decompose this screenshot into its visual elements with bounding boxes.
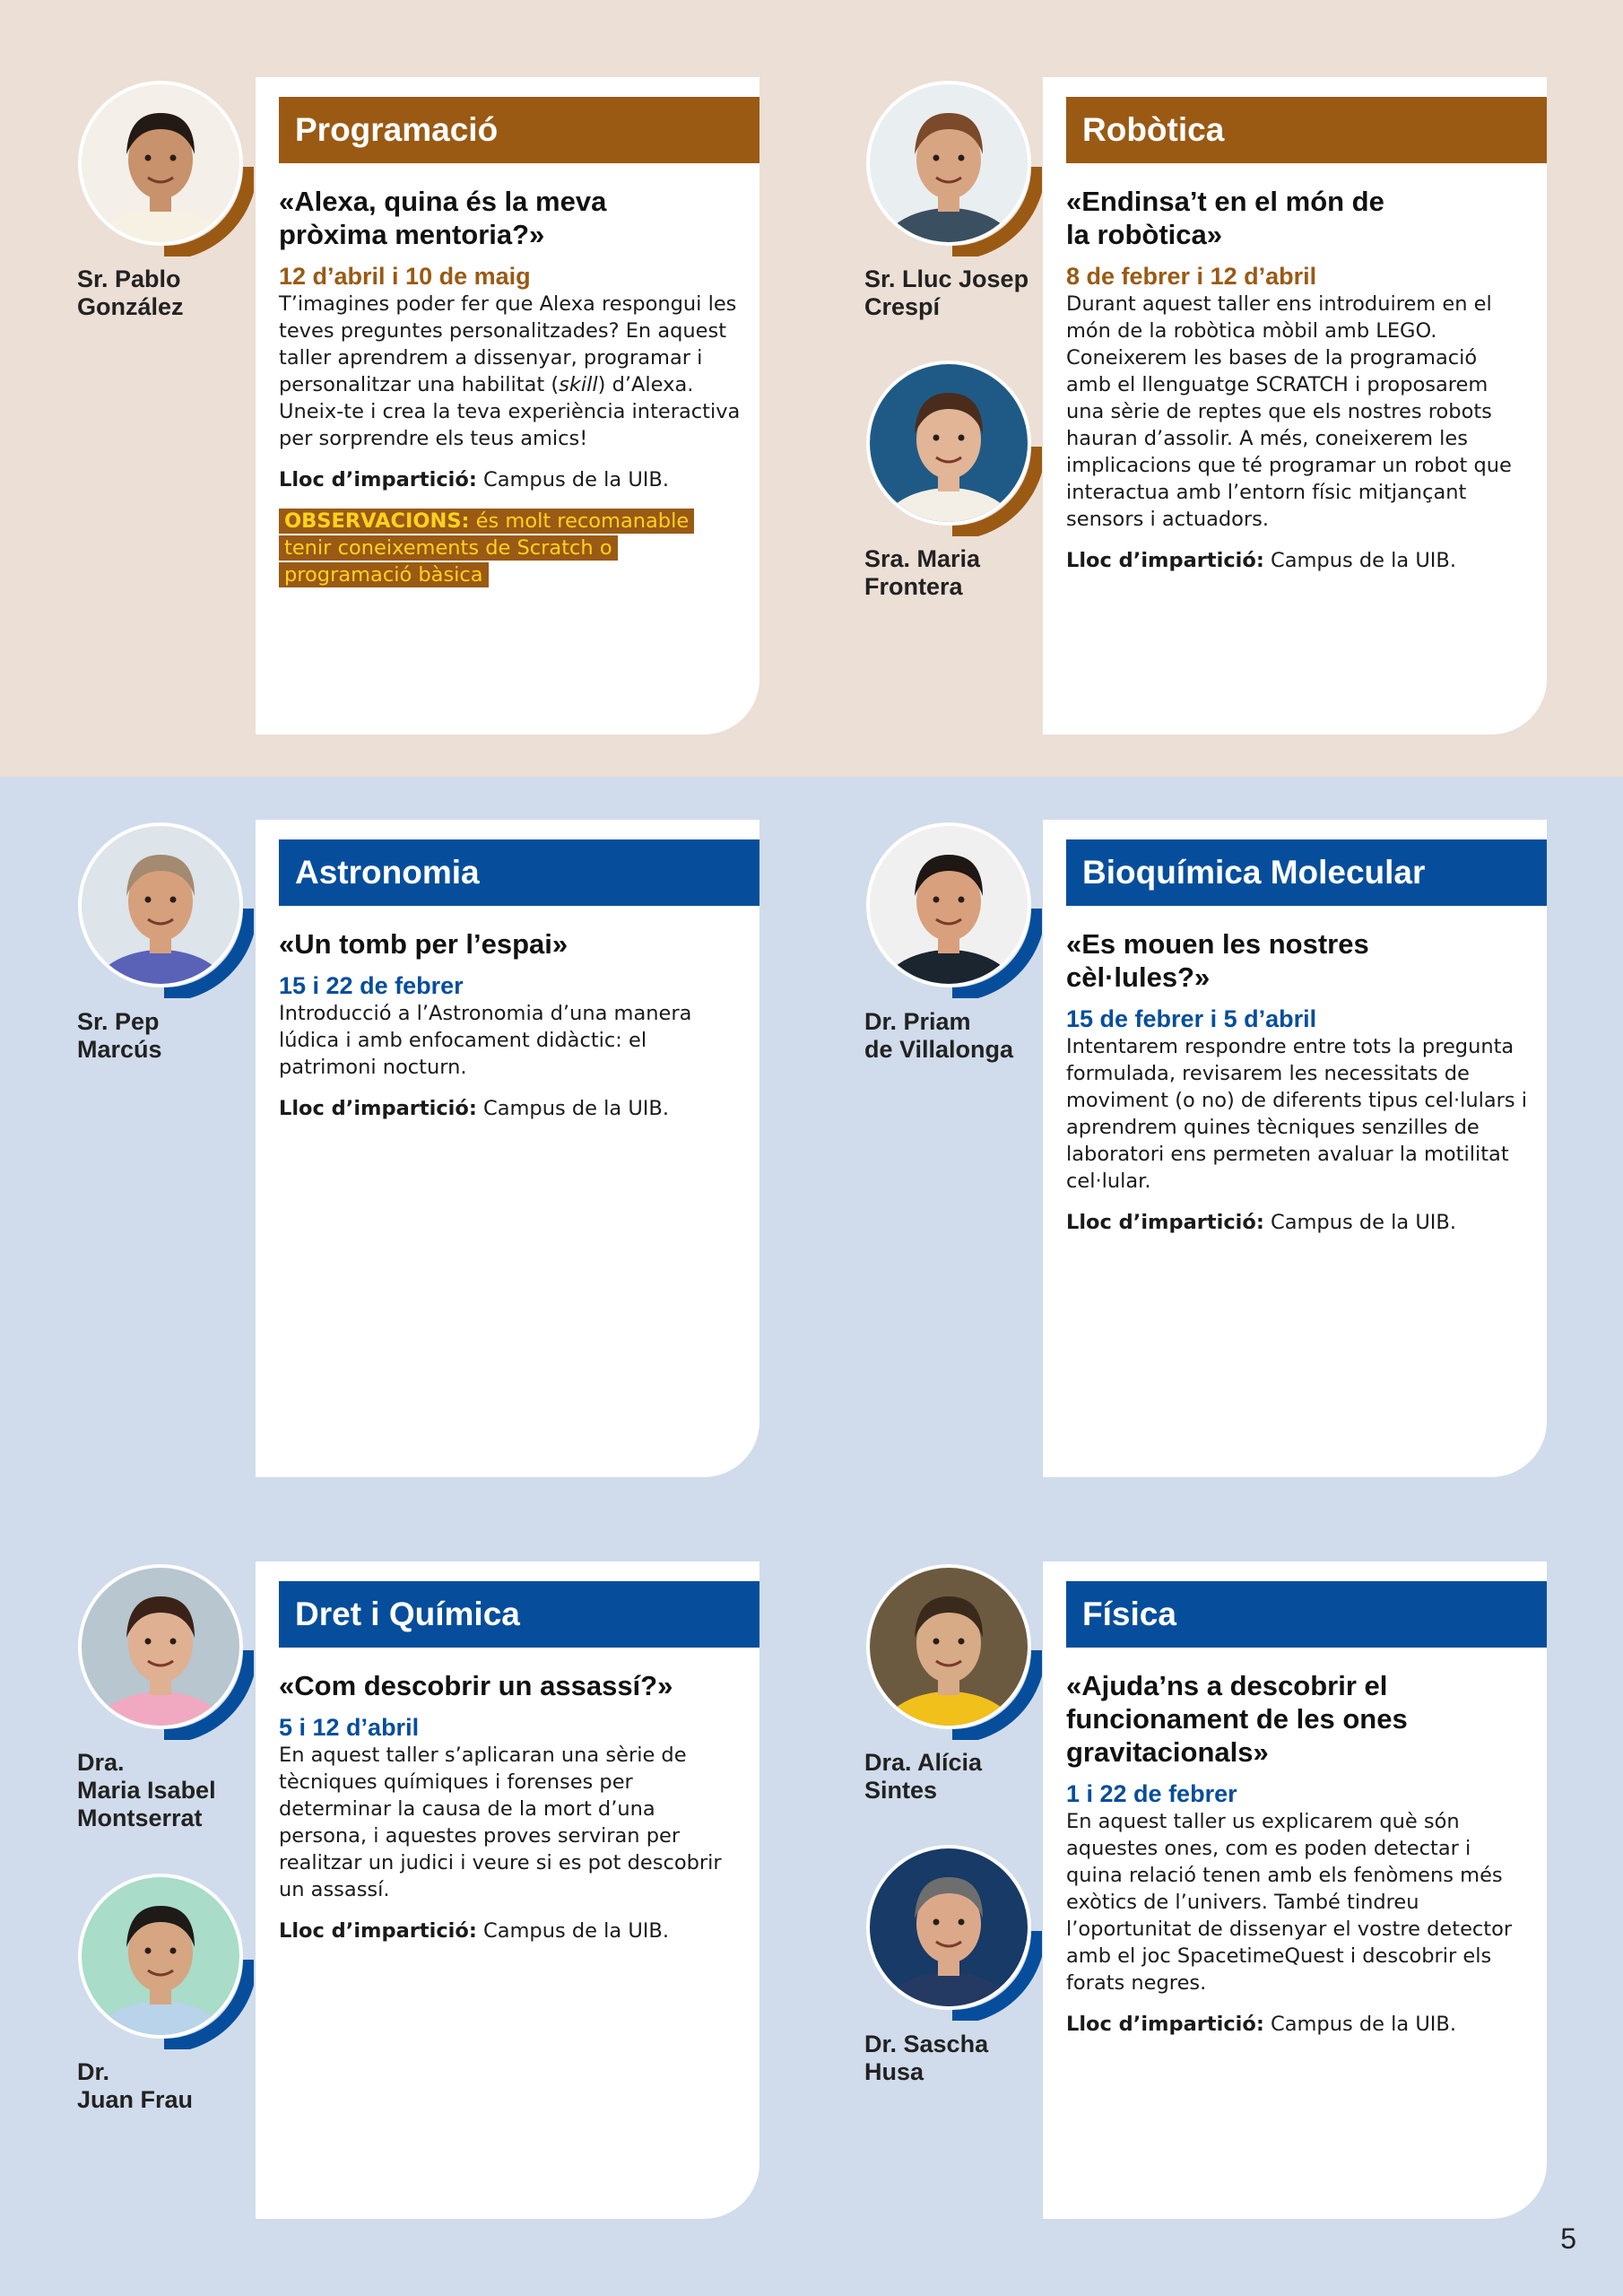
workshop-title: «Com descobrir un assassí?»: [279, 1670, 673, 1701]
avatar: [74, 1870, 254, 2049]
workshop-description: T’imagines poder fer que Alexa respongui les teves preguntes personalitzades? En aquest taller aprendrem a dissenyar, programar i personalitzar una habilitat (skill) d’Alexa. Uneix-te i crea la teva experiència interactiva per sorprendre els teus amics!: [279, 292, 741, 450]
workshop-dates: 15 i 22 de febrer: [279, 972, 464, 999]
category-header: Robòtica: [1066, 97, 1547, 163]
presenter-name: Sr. Pablo González: [77, 265, 184, 320]
category-header: Física: [1066, 1581, 1547, 1648]
workshop-title: «Alexa, quina és la meva pròxima mentoria?»: [279, 186, 607, 250]
portrait-icon: [863, 357, 1042, 536]
portrait-icon: [863, 1841, 1042, 2021]
presenter-name: Dra. Alícia Sintes: [864, 1749, 983, 1804]
workshop-description: En aquest taller us explicarem què són aquestes ones, com es poden detectar i quina relació tenen amb els fenòmens més exòtics de l’univers. També tindreu l’oportunitat de dissenyar el vostre detector amb el joc SpacetimeQuest i descobrir els forats negres.: [1066, 1810, 1513, 1995]
workshop-description: Durant aquest taller ens introduirem en el món de la robòtica mòbil amb LEGO. Coneixerem les bases de la programació amb el llenguatge SCRATCH i proposarem una sèrie de reptes que els nostres robots hauran d’assolir. A més, coneixerem les implicacions que té programar un robot que interactua amb l’entorn físic mitjançant sensors i actuadors.: [1066, 292, 1512, 531]
workshop-card-programacio: [256, 77, 759, 735]
avatar: [863, 357, 1042, 536]
portrait-icon: [74, 77, 254, 257]
workshop-description: Introducció a l’Astronomia d’una manera lúdica i amb enfocament didàctic: el patrimoni nocturn.: [279, 1002, 692, 1079]
observations-note: OBSERVACIONS: és molt recomanable tenir coneixements de Scratch o programació bàsica: [279, 508, 700, 588]
workshop-location: Lloc d’impartició: Campus de la UIB.: [279, 1919, 670, 1943]
avatar: [863, 77, 1042, 257]
category-header: Programació: [279, 97, 759, 163]
category-header: Astronomia: [279, 839, 759, 906]
portrait-icon: [863, 819, 1042, 998]
presenter-name: Sr. Pep Marcús: [77, 1008, 162, 1063]
portrait-icon: [863, 77, 1042, 257]
portrait-icon: [74, 819, 254, 998]
avatar: [74, 77, 254, 257]
workshop-card-astronomia: [256, 820, 759, 1477]
workshop-dates: 1 i 22 de febrer: [1066, 1780, 1237, 1807]
page-number: 5: [1560, 2222, 1576, 2255]
workshop-location: Lloc d’impartició: Campus de la UIB.: [1066, 549, 1457, 572]
avatar: [863, 819, 1042, 998]
workshop-location: Lloc d’impartició: Campus de la UIB.: [279, 468, 670, 491]
workshop-title: «Un tomb per l’espai»: [279, 928, 568, 960]
avatar: [74, 819, 254, 998]
workshop-location: Lloc d’impartició: Campus de la UIB.: [1066, 2013, 1457, 2036]
workshop-card-fisica: [1043, 1561, 1547, 2219]
category-header: Dret i Química: [279, 1581, 759, 1648]
workshop-dates: 12 d’abril i 10 de maig: [279, 263, 531, 290]
presenter-name: Dra. Maria Isabel Montserrat: [77, 1749, 216, 1831]
category-header: Bioquímica Molecular: [1066, 839, 1547, 906]
presenter-name: Dr. Priam de Villalonga: [864, 1008, 1014, 1063]
workshop-title: «Ajuda’ns a descobrir el funcionament de les ones gravitacionals»: [1066, 1670, 1408, 1768]
workshop-card-bioquimica: [1043, 820, 1547, 1477]
workshop-location: Lloc d’impartició: Campus de la UIB.: [1066, 1211, 1457, 1234]
workshop-title: «Endinsa’t en el món de la robòtica»: [1066, 186, 1384, 250]
portrait-icon: [74, 1870, 254, 2049]
workshop-description: Intentarem respondre entre tots la pregunta formulada, revisarem les necessitats de moviment (o no) de diferents tipus cel·lulars i aprendrem quines tècniques senzilles de laboratori ens permeten avaluar la motilitat cel·lular.: [1066, 1035, 1528, 1193]
presenter-name: Sra. Maria Frontera: [864, 545, 981, 600]
avatar: [863, 1561, 1042, 1740]
avatar: [863, 1841, 1042, 2021]
presenter-name: Dr. Sascha Husa: [864, 2031, 989, 2085]
workshop-location: Lloc d’impartició: Campus de la UIB.: [279, 1097, 670, 1120]
workshop-description: En aquest taller s’aplicaran una sèrie de tècniques químiques i forenses per determinar la causa de la mort d’una persona, i aquestes proves serviran per realitzar un judici i veure si es pot descobrir un assassí.: [279, 1744, 722, 1901]
workshop-card-dret-quimica: [256, 1561, 759, 2219]
portrait-icon: [863, 1561, 1042, 1740]
workshop-card-robotica: [1043, 77, 1547, 735]
workshop-dates: 8 de febrer i 12 d’abril: [1066, 263, 1317, 290]
workshop-dates: 5 i 12 d’abril: [279, 1714, 420, 1741]
avatar: [74, 1561, 254, 1740]
presenter-name: Dr. Juan Frau: [77, 2058, 194, 2113]
workshop-dates: 15 de febrer i 5 d’abril: [1066, 1005, 1317, 1032]
portrait-icon: [74, 1561, 254, 1740]
presenter-name: Sr. Lluc Josep Crespí: [864, 265, 1029, 320]
workshop-title: «Es mouen les nostres cèl·lules?»: [1066, 928, 1369, 993]
